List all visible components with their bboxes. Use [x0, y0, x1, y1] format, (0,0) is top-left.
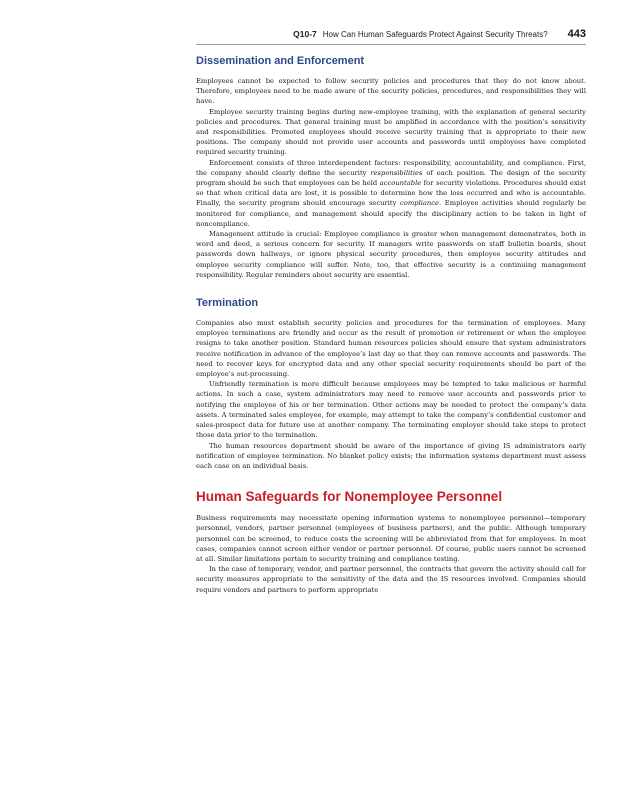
text-run: Enforcement consists of three interdependent factors: responsibility, accountability, and compliance. First, the company should clearly define the security [196, 158, 586, 177]
section-marker: Q10-7 [293, 29, 317, 39]
paragraph: Employees cannot be expected to follow security policies and procedures that they do not know about. Therefore, employees need to be made aware of the security policies, procedures, and responsibilities they will have. [196, 77, 586, 106]
paragraph: In the case of temporary, vendor, and partner personnel, the contracts that govern the activity should call for security measures appropriate to the sensitivity of the data and the IS resources involved. Companies should require vendors and partners to perform appropriate [196, 565, 586, 594]
emphasis-accountable: accountable [379, 179, 422, 188]
paragraph-enforcement [196, 158, 586, 229]
paragraph: Companies also must establish security policies and procedures for the termination of employees. Many employee terminations are friendly and occur as the result of promotion or retirement or when the employee resigns to take another position. Standard human resources policies should ensure that system administrators receive notification in advance of the employee’s last day so that they can remove accounts and passwords. The need to recover keys for encrypted data and any other special security requirements should be part of the employee’s out-processing. [196, 319, 586, 379]
emphasis-compliance: compliance [400, 199, 440, 208]
emphasis-responsibilities: responsibilities [370, 168, 423, 177]
running-title: How Can Human Safeguards Protect Against Security Threats? [322, 29, 548, 39]
heading-termination: Termination [196, 297, 259, 310]
body-text [196, 54, 586, 595]
paragraph: The human resources department should be aware of the importance of giving IS administrators early notification of employee termination. No blanket policy exists; the information systems department must assess each case on an individual basis. [196, 441, 586, 470]
heading-dissemination: Dissemination and Enforcement [196, 55, 365, 67]
text-run: of each position. The design of the security program should be such that employees can be held [196, 168, 586, 188]
paragraph: Business requirements may necessitate opening information systems to nonemployee personnel—temporary personnel, vendors, partner personnel (employees of business partners), and the public. Although temporary personnel can be screened, to reduce costs the screening will be abbreviated from that for employees. In most cases, companies cannot screen either vendor or partner personnel. Of course, public users cannot be screened at all. Similar limitations pertain to security training and compliance testing. [196, 514, 586, 563]
text-run: for security violations. Procedures should exist so that when critical data are lost, it is possible to determine how the loss occurred and who is accountable. Finally, the security program should encourage security [196, 179, 586, 208]
header-rule [196, 44, 586, 45]
page-number: 443 [567, 28, 586, 40]
heading-nonemployee: Human Safeguards for Nonemployee Personnel [196, 489, 503, 505]
text-run: . Employee activities should regularly be monitored for compliance, and management should specify the disciplinary action to be taken in light of noncompliance. [196, 199, 586, 228]
paragraph: Management attitude is crucial: Employee compliance is greater when management demonstrates, both in word and deed, a serious concern for security. If managers write passwords on staff bulletin boards, shout passwords down hallways, or ignore physical security procedures, then employee security attitudes and employee security compliance will suffer. Note, too, that effective security is a continuing management responsibility. Regular reminders about security are essential. [196, 230, 586, 279]
running-header [196, 26, 586, 42]
paragraph: Employee security training begins during new-employee training, with the explanation of general security policies and procedures. That general training must be amplified in accordance with the position’s sensitivity and responsibilities. Promoted employees should receive security training that is appropriate to their new positions. The company should not provide user accounts and passwords until employees have completed required security training. [196, 107, 586, 157]
paragraph: Unfriendly termination is more difficult because employees may be tempted to take malicious or harmful actions. In such a case, system administrators may need to remove user accounts and passwords prior to notifying the employee of his or her termination. Other actions may be needed to protect the company’s data assets. A terminated sales employee, for example, may attempt to take the company’s confidential customer and sales-prospect data for future use at another company. The terminating employer should take steps to protect those data prior to the termination. [196, 380, 586, 440]
